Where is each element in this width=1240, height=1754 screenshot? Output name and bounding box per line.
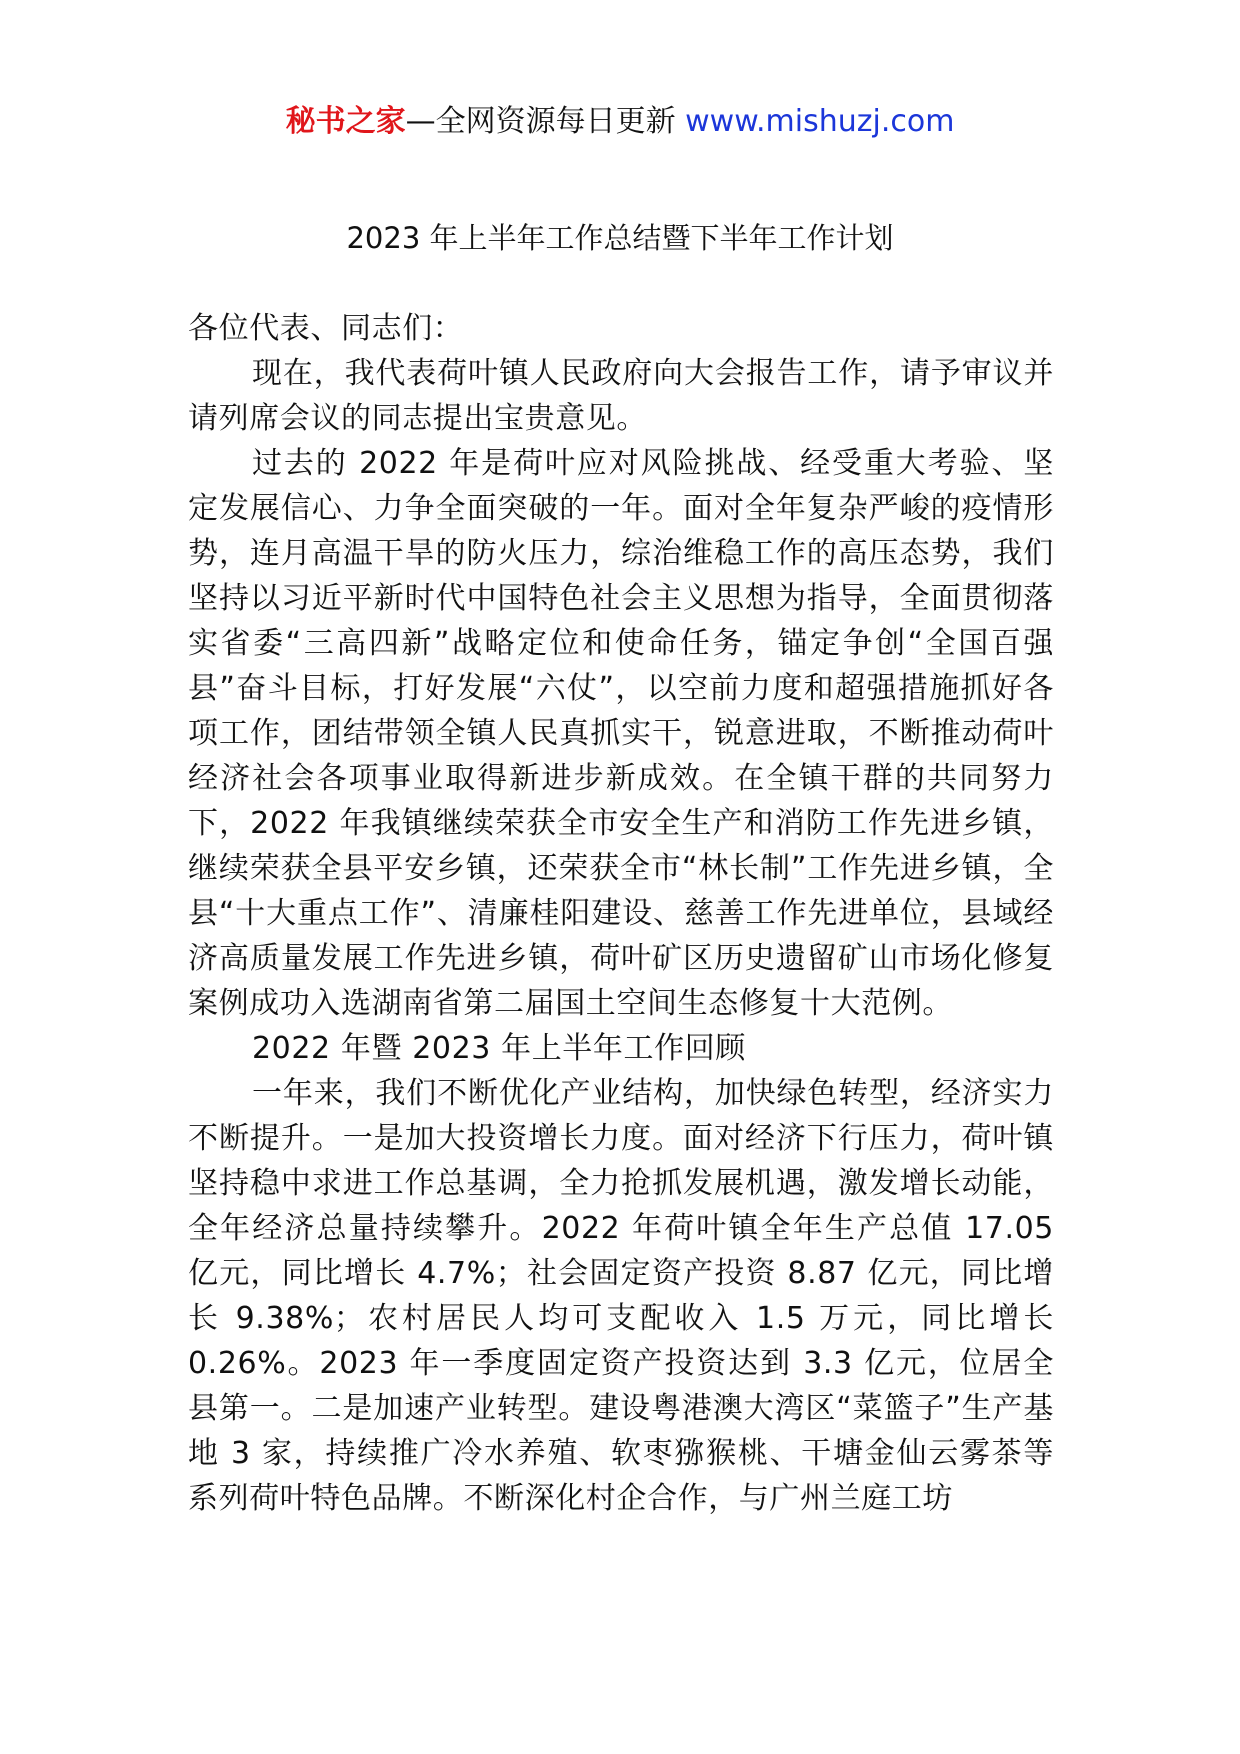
site-slogan: —全网资源每日更新 (405, 104, 676, 139)
salutation: 各位代表、同志们： (188, 311, 464, 346)
site-header (0, 102, 1240, 142)
paragraph-economy: 一年来，我们不断优化产业结构，加快绿色转型，经济实力不断提升。一是加大投资增长力度。面对经济下行压力，荷叶镇坚持稳中求进工作总基调，全力抢抓发展机遇，激发增长动能，全年经济总量持续攀升。2022 年荷叶镇全年生产总值 17.05 亿元，同比增长 4.7%；社会固定资产投资 8.87 亿元，同比增长 9.38%；农村居民人均可支配收入 1.5 万元，同比增长 0.26%。2023 年一季度固定资产投资达到 3.3 亿元，位居全县第一。二是加速产业转型。建设粤港澳大湾区“菜篮子”生产基地 3 家，持续推广冷水养殖、软枣猕猴桃、干塘金仙云雾茶等系列荷叶特色品牌。不断深化村企合作，与广州兰庭工坊 (188, 1076, 1054, 1516)
brand-name: 秘书之家 (285, 104, 406, 139)
document-title: 2023 年上半年工作总结暨下半年工作计划 (346, 221, 894, 255)
section-heading-review: 2022 年暨 2023 年上半年工作回顾 (252, 1031, 746, 1066)
paragraph-opening: 现在，我代表荷叶镇人民政府向大会报告工作，请予审议并请列席会议的同志提出宝贵意见。 (188, 356, 1054, 436)
site-url-link[interactable]: www.mishuzj.com (685, 104, 955, 139)
document-body (188, 306, 1054, 1521)
paragraph-review-2022: 过去的 2022 年是荷叶应对风险挑战、经受重大考验、坚定发展信心、力争全面突破的一年。面对全年复杂严峻的疫情形势，连月高温干旱的防火压力，综治维稳工作的高压态势，我们坚持以习近平新时代中国特色社会主义思想为指导，全面贯彻落实省委“三高四新”战略定位和使命任务，锚定争创“全国百强县”奋斗目标，打好发展“六仗”，以空前力度和超强措施抓好各项工作，团结带领全镇人民真抓实干，锐意进取，不断推动荷叶经济社会各项事业取得新进步新成效。在全镇干群的共同努力下，2022 年我镇继续荣获全市安全生产和消防工作先进乡镇，继续荣获全县平安乡镇，还荣获全市“林长制”工作先进乡镇，全县“十大重点工作”、清廉桂阳建设、慈善工作先进单位，县域经济高质量发展工作先进乡镇，荷叶矿区历史遗留矿山市场化修复案例成功入选湖南省第二届国土空间生态修复十大范例。 (188, 446, 1054, 1021)
